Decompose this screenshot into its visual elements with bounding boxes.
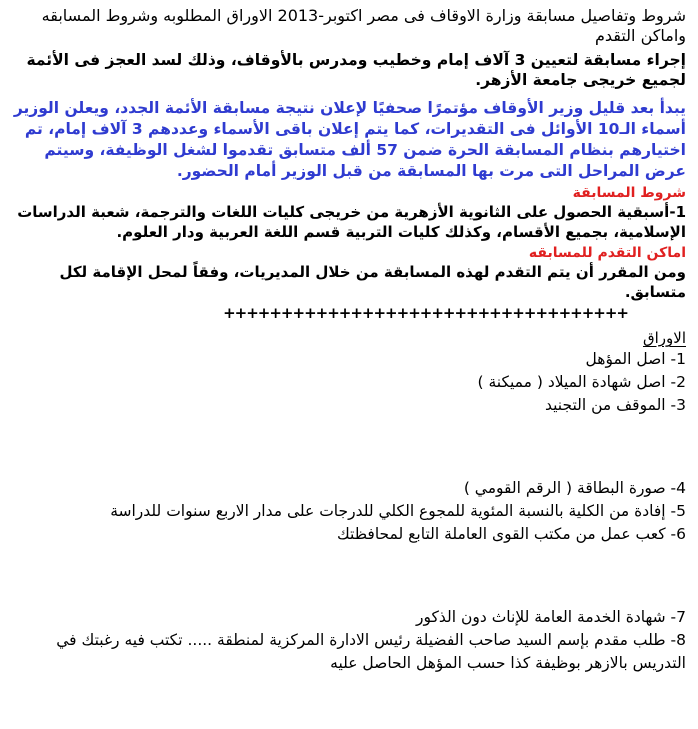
document-item-6: 6- كعب عمل من مكتب القوى العاملة التابع لمحافظتك bbox=[336, 525, 686, 543]
intro-paragraph: إجراء مسابقة لتعيين 3 آلاف إمام وخطيب ومدرس بالأوقاف، وذلك لسد العجز فى الأئمة لجميع خريجى جامعة الأزهر. bbox=[26, 51, 686, 89]
conditions-text: 1-أسبقية الحصول على الثانوية الأزهرية من خريجى كليات اللغات والترجمة، شعبة الدراسات الإسلامية، بجميع الأقسام، وكذلك كليات التربية قسم اللغة العربية ودار العلوم. bbox=[17, 203, 686, 241]
document-item-1: 1- اصل المؤهل bbox=[585, 350, 686, 368]
conditions-heading: شروط المسابقة bbox=[572, 185, 686, 201]
article-title: شروط وتفاصيل مسابقة وزارة الاوقاف فى مصر اكتوبر-2013 الاوراق المطلوبه وشروط المسابقه واماكن التقدم bbox=[41, 6, 686, 45]
documents-heading: الاوراق bbox=[642, 329, 686, 347]
document-item-3: 3- الموقف من التجنيد bbox=[544, 396, 686, 414]
document-item-8: 8- طلب مقدم بإسم السيد صاحب الفضيلة رئيس الادارة المركزية لمنطقة ..... تكتب فيه رغبتك في التدريس بالازهر بوظيفة كذا حسب المؤهل الحاصل عليه bbox=[56, 631, 686, 672]
separator-line: +++++++++++++++++++++++++++++++++++ bbox=[223, 304, 628, 322]
announcement-paragraph: يبدأ بعد قليل وزير الأوقاف مؤتمرًا صحفيًا لإعلان نتيجة مسابقة الأئمة الجدد، ويعلن الوزير أسماء الـ10 الأوائل فى التقديرات، كما يتم إعلان باقى الأسماء وعددهم 3 آلاف إمام، تم اختيارهم بنظام المسابقة الحرة ضمن 57 ألف متسابق تقدموا لشغل الوظيفة، وسيتم عرض المراحل التى مرت بها المسابقة من قبل الوزير أمام الحضور. bbox=[13, 99, 686, 180]
blank-space bbox=[10, 546, 686, 606]
places-text: ومن المقرر أن يتم التقدم لهذه المسابقة من خلال المديريات، وفقاً لمحل الإقامة لكل متسابق. bbox=[59, 263, 686, 301]
places-heading: اماكن التقدم للمسابقه bbox=[528, 245, 686, 261]
document-item-5: 5- إفادة من الكلية بالنسبة المئوية للمجوع الكلي للدرجات على مدار الاربع سنوات للدراسة bbox=[110, 502, 686, 520]
document-item-4: 4- صورة البطاقة ( الرقم القومي ) bbox=[463, 479, 686, 497]
blank-space bbox=[10, 417, 686, 477]
document-item-7: 7- شهادة الخدمة العامة للإناث دون الذكور bbox=[416, 608, 686, 626]
document-item-2: 2- اصل شهادة الميلاد ( مميكنة ) bbox=[477, 373, 686, 391]
